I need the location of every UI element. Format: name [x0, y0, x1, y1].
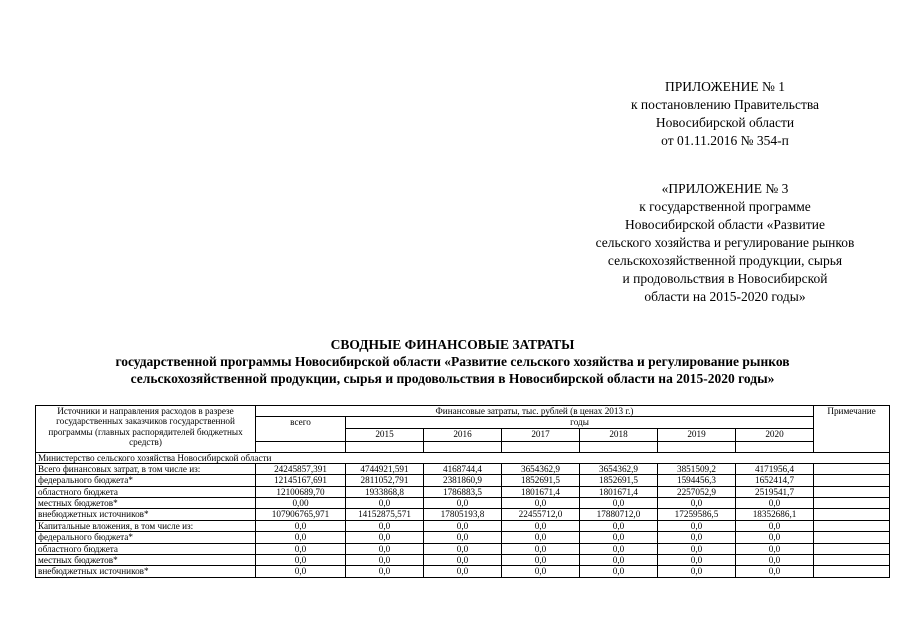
- cell-note: [814, 543, 890, 554]
- cell-year-2018: 0,0: [580, 566, 658, 577]
- appendix-3-line: к государственной программе: [639, 199, 811, 214]
- appendix-3-line: сельскохозяйственной продукции, сырья: [607, 253, 843, 268]
- cell-year-2015: 0,0: [346, 520, 424, 531]
- cell-year-2016: 0,0: [424, 498, 502, 509]
- title-line-3: сельскохозяйственной продукции, сырья и продовольствия в Новосибирской области на 2015-2020 годы»: [130, 371, 775, 386]
- cell-year-2015: 14152875,571: [346, 509, 424, 520]
- table-row: [36, 520, 890, 531]
- row-label: областного бюджета: [36, 543, 256, 554]
- cell-year-2020: 0,0: [736, 566, 814, 577]
- document-title: [0, 336, 905, 387]
- header-spacer-cell: [256, 441, 346, 452]
- cell-year-2019: 0,0: [658, 543, 736, 554]
- cell-year-2016: 4168744,4: [424, 463, 502, 474]
- cell-year-2018: 17880712,0: [580, 509, 658, 520]
- cell-total: 0,0: [256, 543, 346, 554]
- cell-note: [814, 509, 890, 520]
- row-label: местных бюджетов*: [36, 555, 256, 566]
- cell-year-2015: 0,0: [346, 532, 424, 543]
- cell-year-2016: 2381860,9: [424, 475, 502, 486]
- cell-year-2018: 3654362,9: [580, 463, 658, 474]
- row-label: внебюджетных источников*: [36, 566, 256, 577]
- row-label: Всего финансовых затрат, в том числе из:: [36, 463, 256, 474]
- cell-note: [814, 566, 890, 577]
- cell-year-2015: 0,0: [346, 498, 424, 509]
- header-year: 2016: [424, 428, 502, 441]
- header-spacer-cell: [502, 441, 580, 452]
- appendix-3-line: и продовольствия в Новосибирской: [622, 271, 828, 286]
- cell-year-2017: 0,0: [502, 555, 580, 566]
- cell-total: 12145167,691: [256, 475, 346, 486]
- cell-year-2020: 0,0: [736, 543, 814, 554]
- header-spacer-cell: [580, 441, 658, 452]
- cell-note: [814, 520, 890, 531]
- table-row: [36, 543, 890, 554]
- table-row: [36, 566, 890, 577]
- cell-year-2020: 0,0: [736, 532, 814, 543]
- cell-year-2015: 4744921,591: [346, 463, 424, 474]
- header-total: всего: [256, 417, 346, 441]
- cell-year-2015: 2811052,791: [346, 475, 424, 486]
- table-row: [36, 498, 890, 509]
- cell-year-2017: 22455712,0: [502, 509, 580, 520]
- cell-year-2015: 0,0: [346, 566, 424, 577]
- appendix-3-line: сельского хозяйства и регулирование рынков: [595, 235, 855, 250]
- cell-total: 0,0: [256, 532, 346, 543]
- table-row: [36, 509, 890, 520]
- title-line-1: СВОДНЫЕ ФИНАНСОВЫЕ ЗАТРАТЫ: [330, 337, 575, 352]
- cell-year-2019: 3851509,2: [658, 463, 736, 474]
- financial-costs-table: [35, 405, 890, 578]
- cell-year-2016: 1786883,5: [424, 486, 502, 497]
- cell-total: 24245857,391: [256, 463, 346, 474]
- appendix-1-line: Новосибирской области: [655, 115, 795, 130]
- appendix-3-line: Новосибирской области «Развитие: [625, 217, 825, 232]
- cell-year-2019: 1594456,3: [658, 475, 736, 486]
- header-year: 2017: [502, 428, 580, 441]
- cell-note: [814, 486, 890, 497]
- table-row: [36, 475, 890, 486]
- cell-year-2018: 1801671,4: [580, 486, 658, 497]
- row-label: федерального бюджета*: [36, 532, 256, 543]
- row-label: федерального бюджета*: [36, 475, 256, 486]
- cell-year-2017: 1801671,4: [502, 486, 580, 497]
- cell-year-2017: 0,0: [502, 566, 580, 577]
- cell-year-2019: 0,0: [658, 555, 736, 566]
- cell-year-2015: 0,0: [346, 555, 424, 566]
- cell-total: 12100689,70: [256, 486, 346, 497]
- cell-year-2018: 0,0: [580, 555, 658, 566]
- row-label: областного бюджета: [36, 486, 256, 497]
- header-sources: Источники и направления расходов в разрезе государственных заказчиков государственной программы (главных распорядителей бюджетных средств): [36, 406, 256, 453]
- cell-year-2017: 0,0: [502, 543, 580, 554]
- cell-year-2017: 1852691,5: [502, 475, 580, 486]
- cell-year-2020: 0,0: [736, 498, 814, 509]
- header-spacer-cell: [658, 441, 736, 452]
- cell-year-2016: 0,0: [424, 566, 502, 577]
- header-years-label: годы: [346, 417, 814, 428]
- cell-note: [814, 498, 890, 509]
- cell-total: 0,00: [256, 498, 346, 509]
- cell-year-2016: 0,0: [424, 543, 502, 554]
- appendix-1-line: от 01.11.2016 № 354-п: [661, 133, 789, 148]
- appendix-1-line: к постановлению Правительства: [630, 97, 820, 112]
- cell-total: 0,0: [256, 555, 346, 566]
- cell-year-2015: 1933868,8: [346, 486, 424, 497]
- cell-year-2020: 2519541,7: [736, 486, 814, 497]
- cell-year-2016: 0,0: [424, 532, 502, 543]
- cell-year-2020: 0,0: [736, 520, 814, 531]
- cell-year-2020: 0,0: [736, 555, 814, 566]
- header-financial-costs: Финансовые затраты, тыс. рублей (в ценах 2013 г.): [256, 406, 814, 417]
- cell-year-2017: 3654362,9: [502, 463, 580, 474]
- cell-note: [814, 463, 890, 474]
- cell-year-2020: 1652414,7: [736, 475, 814, 486]
- cell-year-2019: 2257052,9: [658, 486, 736, 497]
- cell-year-2020: 4171956,4: [736, 463, 814, 474]
- cell-note: [814, 532, 890, 543]
- cell-year-2018: 0,0: [580, 532, 658, 543]
- cell-year-2018: 0,0: [580, 543, 658, 554]
- appendix-3-line: области на 2015-2020 годы»: [644, 289, 806, 304]
- cell-year-2015: 0,0: [346, 543, 424, 554]
- cell-year-2018: 1852691,5: [580, 475, 658, 486]
- cell-year-2019: 0,0: [658, 520, 736, 531]
- table-row: [36, 463, 890, 474]
- appendix-1-line: ПРИЛОЖЕНИЕ № 1: [664, 79, 786, 94]
- cell-year-2020: 18352686,1: [736, 509, 814, 520]
- cell-total: 0,0: [256, 566, 346, 577]
- title-line-2: государственной программы Новосибирской области «Развитие сельского хозяйства и регулирование рынков: [115, 354, 790, 369]
- cell-year-2016: 17805193,8: [424, 509, 502, 520]
- table-row: [36, 486, 890, 497]
- header-year: 2020: [736, 428, 814, 441]
- header-year: 2019: [658, 428, 736, 441]
- cell-note: [814, 555, 890, 566]
- cell-year-2018: 0,0: [580, 498, 658, 509]
- header-spacer-cell: [346, 441, 424, 452]
- table-row: [36, 532, 890, 543]
- cell-year-2016: 0,0: [424, 555, 502, 566]
- cell-year-2017: 0,0: [502, 498, 580, 509]
- row-label: внебюджетных источников*: [36, 509, 256, 520]
- row-label: Капитальные вложения, в том числе из:: [36, 520, 256, 531]
- appendix-3-line: «ПРИЛОЖЕНИЕ № 3: [661, 181, 789, 196]
- cell-total: 107906765,971: [256, 509, 346, 520]
- cell-year-2017: 0,0: [502, 532, 580, 543]
- cell-total: 0,0: [256, 520, 346, 531]
- cell-year-2018: 0,0: [580, 520, 658, 531]
- cell-note: [814, 475, 890, 486]
- ministry-row: Министерство сельского хозяйства Новосибирской области: [36, 452, 890, 463]
- appendix-3-header: [560, 180, 890, 306]
- header-note: Примечание: [814, 406, 890, 453]
- cell-year-2019: 0,0: [658, 532, 736, 543]
- header-spacer-cell: [736, 441, 814, 452]
- cell-year-2019: 0,0: [658, 498, 736, 509]
- cell-year-2019: 17259586,5: [658, 509, 736, 520]
- cell-year-2016: 0,0: [424, 520, 502, 531]
- cell-year-2019: 0,0: [658, 566, 736, 577]
- header-year: 2015: [346, 428, 424, 441]
- header-spacer-cell: [424, 441, 502, 452]
- header-year: 2018: [580, 428, 658, 441]
- table-row: [36, 555, 890, 566]
- appendix-1-header: [560, 78, 890, 150]
- row-label: местных бюджетов*: [36, 498, 256, 509]
- cell-year-2017: 0,0: [502, 520, 580, 531]
